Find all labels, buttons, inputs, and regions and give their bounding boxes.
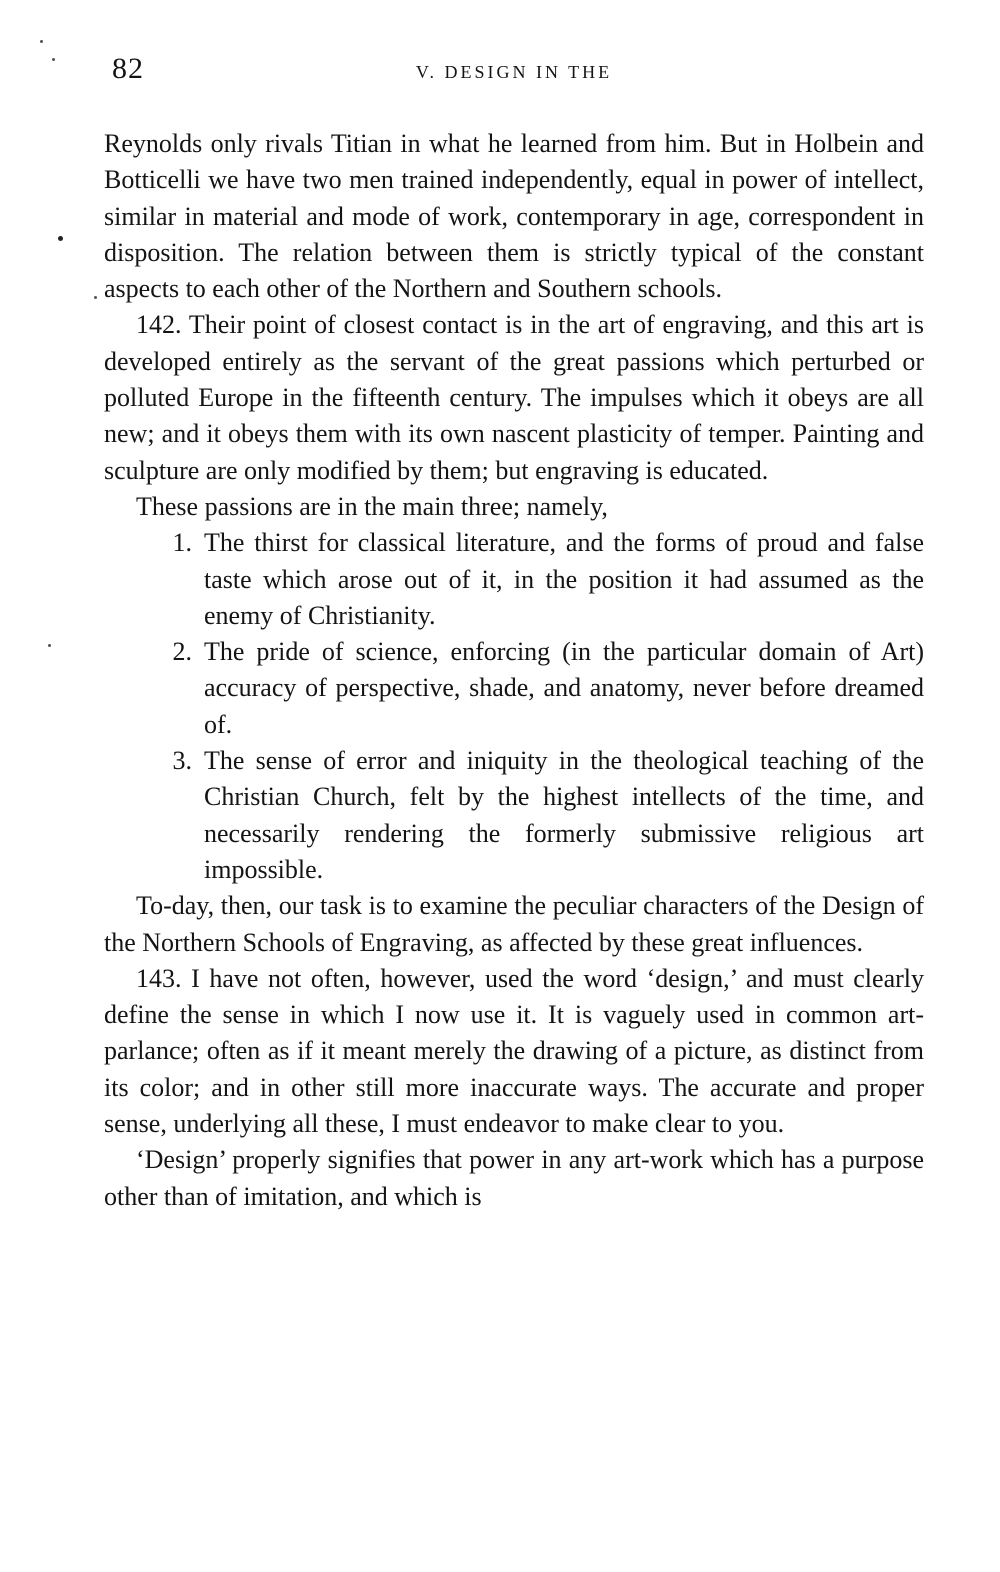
page-header xyxy=(104,52,924,92)
paragraph-142: 142. Their point of closest contact is in the art of engraving, and this art is developed entirely as the servant of the great passions which perturbed or polluted Europe in the fifteenth century. The impulses which it obeys are all new; and it obeys them with its own nascent plasticity of temper. Painting and sculpture are only modified by them; but engraving is educated. xyxy=(104,310,924,485)
page-number: 82 xyxy=(112,52,144,85)
passions-list xyxy=(104,525,924,888)
paragraph-143: 143. I have not often, however, used the word ‘design,’ and must clearly define the sense in which I now use it. It is vaguely used in common art-parlance; often as if it meant merely the drawing of a picture, as distinct from its color; and in other still more inaccurate ways. The accurate and proper sense, underlying all these, I must endeavor to make clear to you. xyxy=(104,963,924,1139)
scan-speck xyxy=(94,296,97,299)
paragraph-continuation: Reynolds only rivals Titian in what he learned from him. But in Holbein and Botticelli we have two men trained independently, equal in power of intellect, similar in material and mode of work, contemporary in age, correspondent in disposition. The relation between them is strictly typical of the constant aspects to each other of the Northern and Southern schools. xyxy=(104,129,924,304)
list-item xyxy=(104,743,924,888)
list-item-number: 3. xyxy=(172,746,192,776)
list-item-text: The thirst for classical literature, and the forms of proud and false taste which arose out of it, in the position it had assumed as the enemy of Christianity. xyxy=(204,528,924,630)
paragraph-design-definition: ‘Design’ properly signifies that power in any art-work which has a purpose other than of imitation, and which is xyxy=(104,1145,924,1211)
body-text xyxy=(104,126,924,1215)
list-item-text: The sense of error and iniquity in the theological teaching of the Christian Church, felt by the highest intellects of the time, and necessarily rendering the formerly submissive religious art impossible. xyxy=(204,746,924,884)
scan-speck xyxy=(48,644,51,647)
list-item xyxy=(104,525,924,634)
list-item-number: 2. xyxy=(172,637,192,667)
scan-speck xyxy=(58,236,63,241)
paragraph-today: To-day, then, our task is to examine the peculiar characters of the Design of the Northern Schools of Engraving, as affected by these great influences. xyxy=(104,891,924,957)
list-item xyxy=(104,634,924,743)
scan-speck xyxy=(40,40,43,43)
paragraph-passions-intro: These passions are in the main three; namely, xyxy=(136,491,608,521)
list-item-text: The pride of science, enforcing (in the particular domain of Art) accuracy of perspective, shade, and anatomy, never before dreamed of. xyxy=(204,637,924,739)
scan-speck xyxy=(52,58,55,61)
running-head: V. DESIGN IN THE xyxy=(415,62,613,82)
list-item-number: 1. xyxy=(172,528,192,558)
